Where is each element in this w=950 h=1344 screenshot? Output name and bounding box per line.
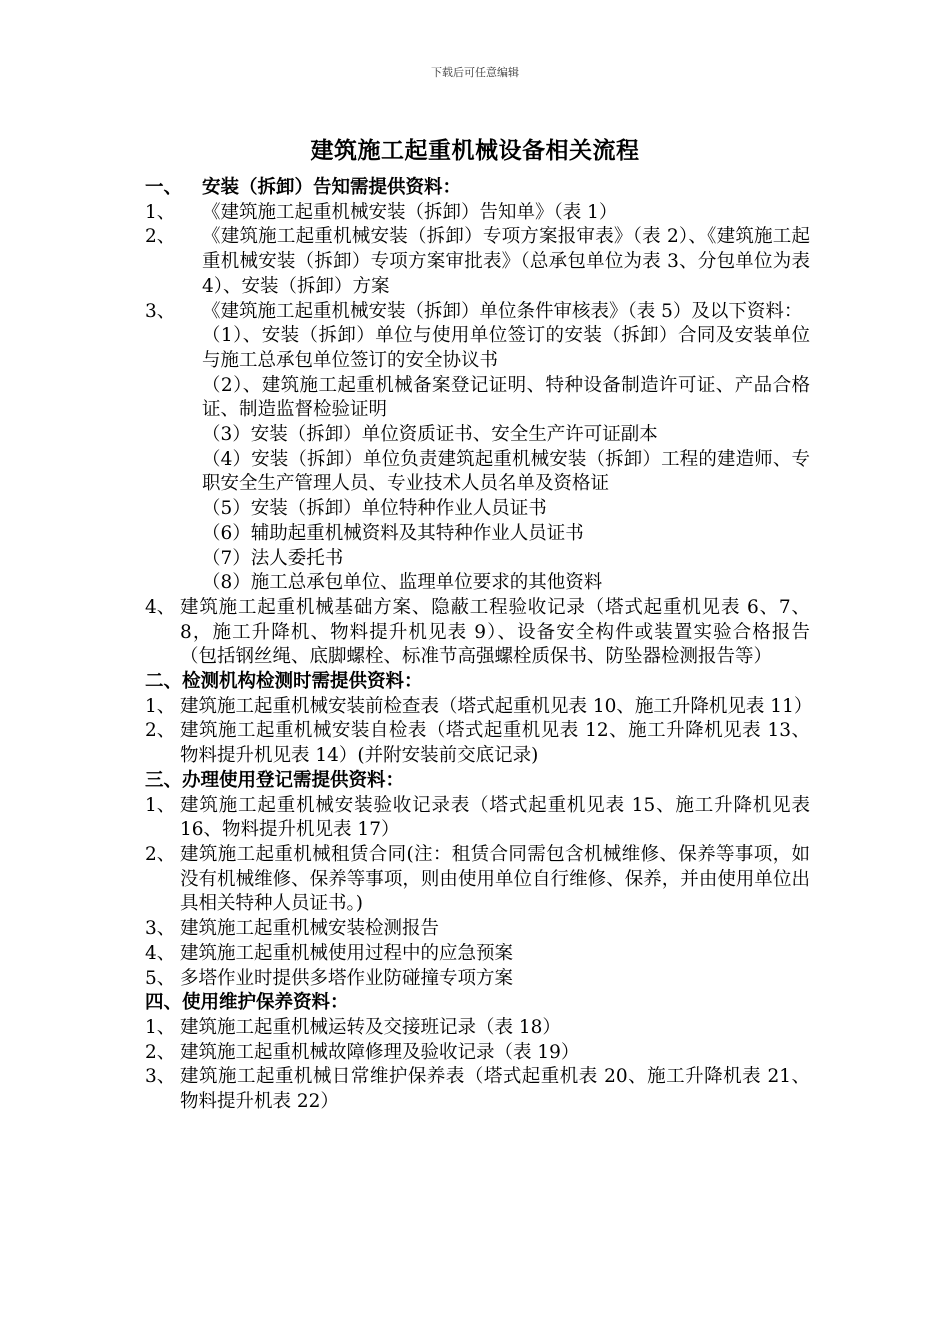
list-item: 3、 《建筑施工起重机械安装（拆卸）单位条件审核表》（表 5）及以下资料： [145, 300, 803, 322]
sub-item: （8）施工总承包单位、监理单位要求的其他资料 [202, 572, 603, 594]
list-item: 1、 《建筑施工起重机械安装（拆卸）告知单》（表 1） [145, 201, 618, 223]
header-note: 下载后可任意编辑 [431, 66, 519, 79]
list-item: 2、 建筑施工起重机械租赁合同(注：租赁合同需包含机械维修、保养等事项，如没有机械维修、保养等事项，则由使用单位自行维修、保养，并由使用单位出具相关特种人员证书。) [145, 843, 810, 915]
section-title: 安装（拆卸）告知需提供资料： [202, 177, 462, 198]
list-item: 3、 建筑施工起重机械日常维护保养表（塔式起重机表 20、施工升降机表 21、物料提升机表 22） [145, 1066, 810, 1113]
sub-item: （5）安装（拆卸）单位特种作业人员证书 [202, 498, 547, 520]
sub-item: （3）安装（拆卸）单位资质证书、安全生产许可证副本 [202, 424, 658, 446]
list-item: 2、 建筑施工起重机械安装自检表（塔式起重机见表 12、施工升降机见表 13、物料提升机见表 14）(并附安装前交底记录) [145, 720, 810, 767]
sub-item: （7）法人委托书 [202, 547, 344, 569]
sub-item: （4）安装（拆卸）单位负责建筑起重机械安装（拆卸）工程的建造师、专职安全生产管理人员、专业技术人员名单及资格证 [202, 448, 810, 495]
sub-item: （6）辅助起重机械资料及其特种作业人员证书 [202, 522, 584, 544]
list-item: 5、 多塔作业时提供多塔作业防碰撞专项方案 [145, 967, 514, 989]
list-item: 4、 建筑施工起重机械基础方案、隐蔽工程验收记录（塔式起重机见表 6、7、8，施工升降机、物料提升机见表 9）、设备安全构件或装置实验合格报告（包括钢丝绳、底脚螺栓、标准节高强螺栓质保书、防坠器检测报告等） [145, 596, 810, 668]
section-4-heading: 四、使用维护保养资料： [145, 992, 349, 1014]
section-2-heading: 二、检测机构检测时需提供资料： [145, 671, 423, 693]
sub-item: （2）、建筑施工起重机械备案登记证明、特种设备制造许可证、产品合格证、制造监督检验证明 [202, 374, 810, 421]
section-1-heading [145, 176, 810, 201]
document-body [145, 176, 813, 1115]
list-item: 1、 建筑施工起重机械安装验收记录表（塔式起重机见表 15、施工升降机见表 16、物料提升机见表 17） [145, 794, 810, 841]
section-number: 一、 [145, 177, 183, 198]
list-item: 4、 建筑施工起重机械使用过程中的应急预案 [145, 942, 514, 964]
document-title: 建筑施工起重机械设备相关流程 [310, 137, 640, 164]
section-3-heading: 三、办理使用登记需提供资料： [145, 769, 405, 791]
list-item: 2、 建筑施工起重机械故障修理及验收记录（表 19） [145, 1041, 580, 1063]
sub-item: （1）、安装（拆卸）单位与使用单位签订的安装（拆卸）合同及安装单位与施工总承包单位签订的安全协议书 [202, 325, 810, 371]
list-item: 1、 建筑施工起重机械安装前检查表（塔式起重机见表 10、施工升降机见表 11） [145, 695, 813, 717]
list-item: 2、 《建筑施工起重机械安装（拆卸）专项方案报审表》（表 2）、《建筑施工起重机械安装（拆卸）专项方案审批表》（总承包单位为表 3、分包单位为表 4）、安装（拆卸）方案 [145, 226, 810, 297]
list-item: 3、 建筑施工起重机械安装检测报告 [145, 918, 440, 940]
list-item: 1、 建筑施工起重机械运转及交接班记录（表 18） [145, 1016, 561, 1038]
